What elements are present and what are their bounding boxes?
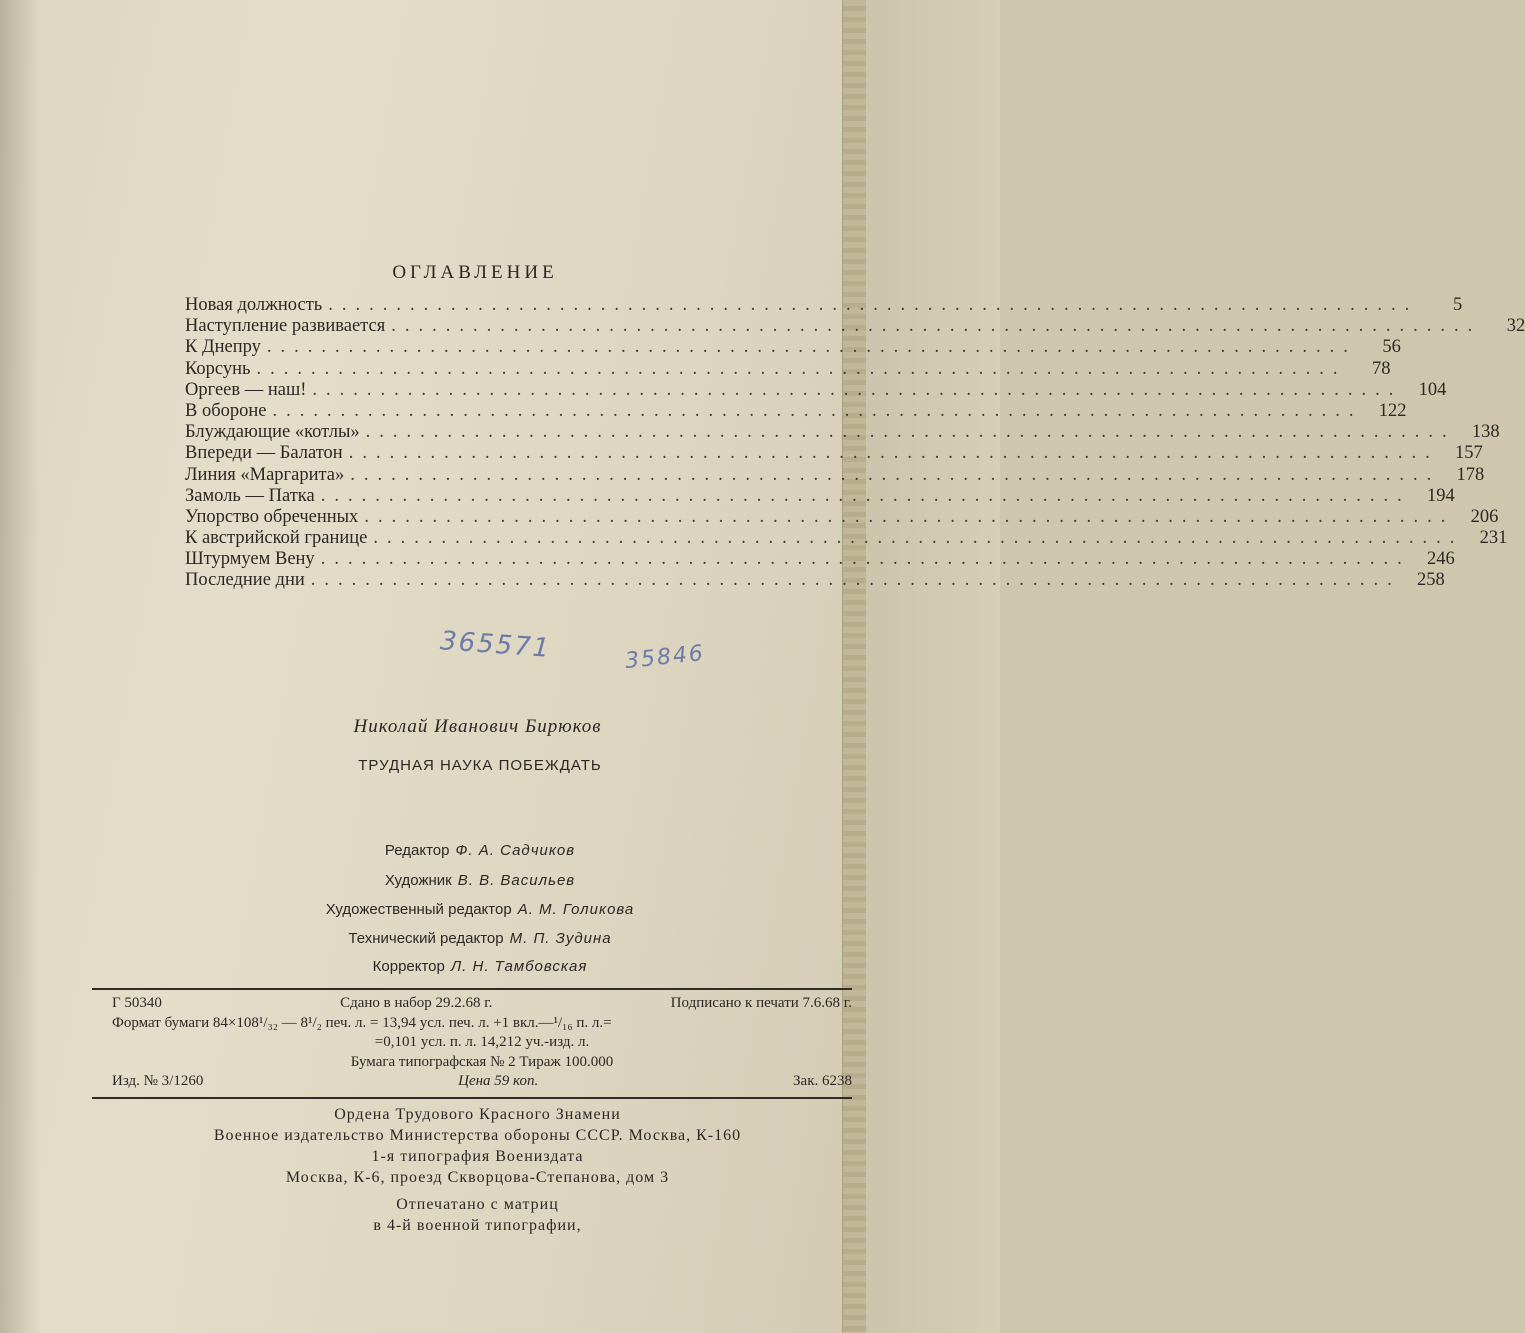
- toc-entry: [185, 570, 1445, 591]
- imprint-row: [112, 1014, 852, 1034]
- imprint-paper: Бумага типографская № 2 Тираж 100.000: [350, 1053, 614, 1070]
- toc-entry-title: Оргеев — наш!: [185, 379, 307, 400]
- publisher-line: Ордена Трудового Красного Знамени: [334, 1106, 621, 1123]
- toc-entry: [185, 506, 1499, 528]
- toc-entry-title: Впереди — Балатон: [185, 443, 343, 464]
- toc-entry-page: 5: [1452, 295, 1463, 315]
- toc-entry-title: К Днепру: [185, 337, 261, 358]
- credit-role: Художественный редактор: [325, 901, 512, 918]
- toc-entry: [185, 464, 1485, 486]
- toc-leader-dots: ................................................................................: [320, 549, 1411, 570]
- toc-heading: ОГЛАВЛЕНИЕ: [392, 262, 558, 283]
- toc-leader-dots: ................................................................................: [350, 464, 1441, 485]
- credit-proofreader: [0, 958, 960, 975]
- toc-leader-dots: ................................................................................: [328, 295, 1419, 315]
- imprint-top-rule: [92, 988, 852, 990]
- imprint-price: Цена 59 коп.: [458, 1073, 539, 1089]
- toc-leader-dots: ................................................................................: [272, 400, 1363, 421]
- credit-artist: [0, 872, 960, 889]
- toc-entry-title: В обороне: [185, 400, 267, 421]
- toc-leader-dots: ................................................................................: [320, 485, 1411, 506]
- credit-art-editor: [0, 901, 960, 918]
- credit-person: Ф. А. Садчиков: [455, 842, 576, 859]
- toc-leader-dots: ................................................................................: [365, 422, 1456, 443]
- toc-entry-title: Замоль — Патка: [185, 485, 315, 506]
- publisher-line: 1-я типография Воениздата: [371, 1148, 584, 1165]
- toc-entry-title: Линия «Маргарита»: [185, 464, 345, 485]
- credit-person: Л. Н. Тамбовская: [450, 958, 588, 975]
- toc-leader-dots: ................................................................................: [310, 570, 1401, 591]
- toc-entry: [185, 549, 1455, 570]
- toc-entry-title: Блуждающие «котлы»: [185, 422, 360, 443]
- toc-entry: [185, 400, 1407, 422]
- toc-leader-dots: ................................................................................: [364, 506, 1455, 527]
- toc-leader-dots: ................................................................................: [266, 337, 1357, 358]
- credit-role: Редактор: [384, 842, 450, 859]
- toc-leader-dots: ................................................................................: [312, 379, 1403, 400]
- credit-tech-editor: [0, 930, 960, 947]
- imprint-format-cont: =0,101 усл. п. л. 14,212 уч.-изд. л.: [374, 1034, 590, 1050]
- toc-entry-title: Упорство обреченных: [185, 506, 359, 527]
- toc-entry-page: 138: [1471, 422, 1500, 443]
- toc-entry-page: 32: [1506, 316, 1525, 337]
- imprint-izd: Изд. № 3/1260: [112, 1073, 204, 1089]
- toc-entry: [185, 316, 1525, 337]
- table-of-contents: [185, 295, 1525, 592]
- credit-person: М. П. Зудина: [509, 930, 612, 947]
- toc-leader-dots: ................................................................................: [256, 358, 1347, 379]
- toc-entry-page: 246: [1426, 549, 1455, 570]
- imprint-order: Зак. 6238: [793, 1073, 852, 1089]
- toc-entry-page: 78: [1371, 358, 1391, 379]
- handwritten-note: 35846: [623, 640, 707, 675]
- imprint-row: [112, 1033, 852, 1053]
- imprint-block: [112, 994, 852, 1092]
- toc-entry: [185, 295, 1463, 316]
- toc-entry: [185, 358, 1391, 380]
- toc-entry-title: Корсунь: [185, 358, 251, 379]
- toc-entry-page: 104: [1418, 379, 1447, 400]
- credit-role: Корректор: [372, 958, 445, 975]
- imprint-row: [112, 1053, 852, 1073]
- credit-person: А. М. Голикова: [517, 901, 635, 918]
- credit-role: Художник: [384, 872, 452, 889]
- toc-entry-page: 194: [1426, 485, 1455, 506]
- toc-entry-title: Новая должность: [185, 295, 323, 315]
- credit-person: В. В. Васильев: [457, 872, 576, 889]
- imprint-submitted: Сдано в набор 29.2.68 г.: [340, 995, 493, 1011]
- author-name: Николай Иванович Бирюков: [353, 716, 602, 737]
- toc-entry-page: 157: [1454, 443, 1483, 464]
- toc-entry: [185, 443, 1483, 464]
- handwritten-note: 365571: [439, 626, 553, 664]
- imprint-format: Формат бумаги 84×108¹/₃₂ — 8¹/₂ печ. л. = 13,94 усл. печ. л. +1 вкл.—¹/₁₆ п. л.=: [112, 1014, 612, 1031]
- toc-entry-page: 231: [1479, 528, 1508, 549]
- book-title: ТРУДНАЯ НАУКА ПОБЕЖДАТЬ: [358, 757, 602, 774]
- publisher-line: Отпечатано с матриц: [396, 1196, 559, 1213]
- toc-entry: [185, 485, 1455, 507]
- toc-leader-dots: ................................................................................: [391, 316, 1482, 337]
- toc-entry-title: Последние дни: [185, 570, 305, 591]
- imprint-signed: Подписано к печати 7.6.68 г.: [670, 995, 852, 1011]
- credit-editor: [0, 842, 960, 859]
- publisher-line: в 4-й военной типографии,: [373, 1217, 582, 1234]
- toc-leader-dots: ................................................................................: [348, 443, 1439, 464]
- publisher-line: Военное издательство Министерства обороны СССР. Москва, К-160: [213, 1127, 742, 1144]
- toc-entry: [185, 379, 1447, 401]
- toc-entry-title: К австрийской границе: [185, 528, 368, 549]
- imprint-row: [112, 994, 852, 1014]
- credit-role: Технический редактор: [348, 930, 504, 947]
- toc-entry-title: Штурмуем Вену: [185, 549, 315, 570]
- toc-entry-page: 258: [1417, 570, 1445, 591]
- toc-entry: [185, 422, 1500, 443]
- toc-entry-page: 178: [1456, 464, 1485, 485]
- toc-entry: [185, 337, 1401, 358]
- toc-entry-title: Наступление развивается: [185, 316, 386, 337]
- imprint-code: Г 50340: [112, 995, 162, 1011]
- imprint-bottom-rule: [92, 1097, 852, 1099]
- toc-entry-page: 122: [1378, 400, 1407, 421]
- toc-entry: [185, 528, 1508, 549]
- toc-entry-page: 56: [1382, 337, 1401, 358]
- imprint-row: [112, 1072, 852, 1092]
- toc-leader-dots: ................................................................................: [373, 528, 1464, 549]
- publisher-line: Москва, К-6, проезд Скворцова-Степанова, дом 3: [285, 1169, 670, 1186]
- toc-entry-page: 206: [1470, 506, 1499, 527]
